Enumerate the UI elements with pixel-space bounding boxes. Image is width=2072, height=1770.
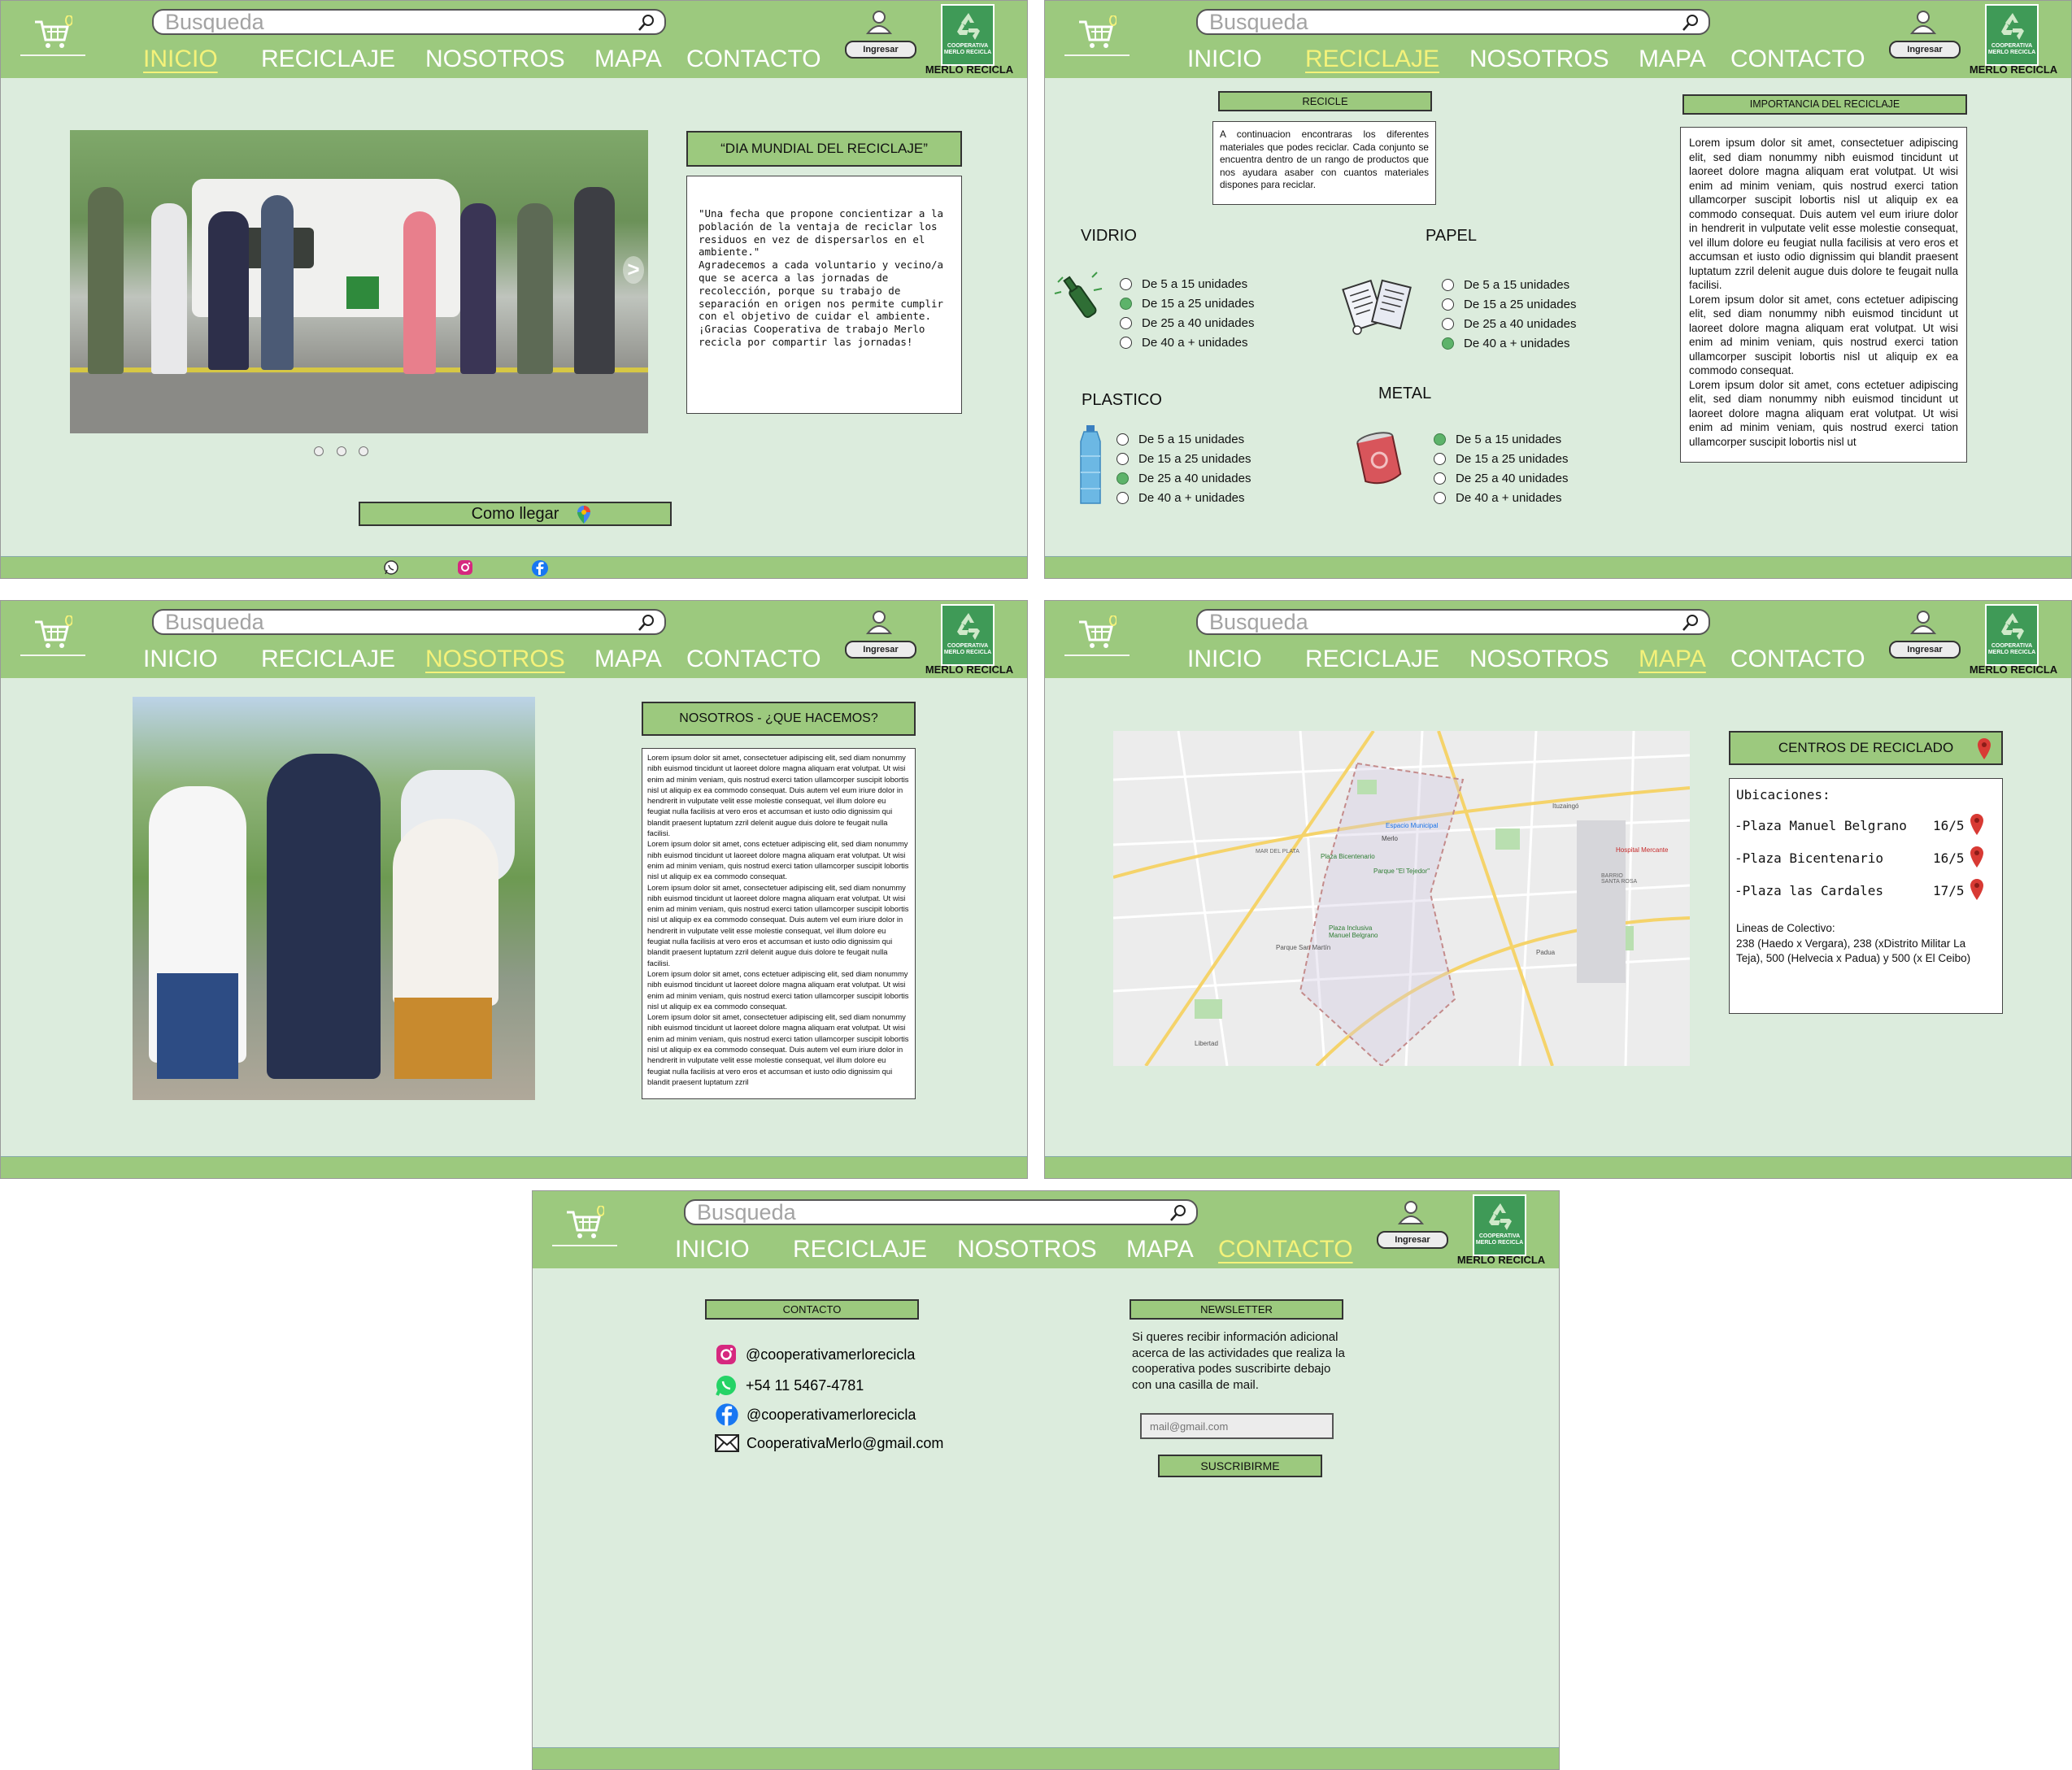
quantity-option[interactable]	[1442, 336, 1570, 350]
importance-text: Lorem ipsum dolor sit amet, consectetuer adipiscing elit, sed diam nonummy nibh euismod tincidunt ut laoreet dolore magna aliquam erat volutpat. Ut wisi enim ad minim veniam, quis nostrud exerci tation ullamcorper suscipit lobortis nisl ut aliquip ex ea commodo consequat. Duis autem vel eum iriure dolor in hendrerit in vulputate velit esse molestie consequat, vel illum dolore eu feugiat nulla facilisis at vero eros et accumsan et iusto odio dignissim qui blandit praesent luptatum zzril delenit augue duis dolore te feugait nulla facilisi. Lorem ipsum dolor sit amet, cons ectetuer adipiscing elit, sed diam nonummy nibh euismod tincidunt ut laoreet dolore magna aliquam erat volutpat. Ut wisi enim ad minim veniam, quis nostrud exerci tation ullamcorper suscipit lobortis nisl ut aliquip ex ea commodo consequat. Lorem ipsum dolor sit amet, cons ectetuer adipiscing elit, sed diam nonummy nibh euismod tincidunt ut laoreet dolore magna aliquam erat volutpat. Ut wisi enim ad minim veniam, quis nostrud exerci tation ullamcorper suscipit lobortis nisl ut	[1680, 127, 1967, 463]
site-header	[1, 1, 1027, 78]
recycle-logo[interactable]	[1985, 604, 2039, 666]
option-label: De 15 a 25 unidades	[1464, 297, 1577, 311]
radio-selected[interactable]	[1117, 472, 1129, 485]
quantity-option[interactable]	[1442, 277, 1569, 292]
brand-name: MERLO RECICLA	[1969, 63, 2058, 76]
option-label: De 15 a 25 unidades	[1142, 296, 1255, 311]
glass-bottle-icon	[1053, 269, 1103, 324]
person-figure	[460, 203, 496, 374]
importance-title: IMPORTANCIA DEL RECICLAJE	[1682, 94, 1967, 115]
radio-unselected[interactable]	[1442, 279, 1454, 291]
recicle-title: RECICLE	[1218, 91, 1432, 111]
location-name[interactable]: -Plaza Bicentenario	[1735, 850, 1884, 866]
nav-contacto[interactable]: CONTACTO	[1218, 1236, 1353, 1263]
login-button[interactable]: Ingresar	[1889, 641, 1961, 659]
option-label: De 40 a + unidades	[1456, 490, 1562, 505]
nav-mapa[interactable]: MAPA	[1639, 46, 1706, 72]
category-vidrio: VIDRIO	[1081, 227, 1137, 245]
map-label: BARRIO SANTA ROSA	[1601, 873, 1638, 885]
cart-divider	[20, 54, 85, 56]
cart-divider	[1064, 54, 1130, 56]
map-view[interactable]	[1113, 731, 1690, 1066]
quantity-option[interactable]	[1117, 432, 1244, 446]
nav-contacto[interactable]: CONTACTO	[1730, 646, 1865, 672]
recycle-logo[interactable]	[1985, 4, 2039, 66]
recicle-text: A continuacion encontraras los diferentes materiales que podes reciclar. Cada conjunto se encuentra dentro de un rango de productos que nos ayudara asaber con cuantos materiales dispones para reciclar.	[1212, 121, 1436, 205]
radio-selected[interactable]	[1442, 337, 1454, 350]
cart-divider	[1064, 655, 1130, 656]
login-button[interactable]: Ingresar	[845, 641, 916, 659]
recycle-icon	[1997, 611, 2028, 641]
instagram-icon[interactable]	[715, 1343, 738, 1366]
radio-unselected[interactable]	[1117, 433, 1129, 446]
radio-unselected[interactable]	[1120, 278, 1132, 290]
instagram-icon[interactable]	[457, 559, 473, 576]
radio-unselected[interactable]	[1120, 317, 1132, 329]
carousel-next-button[interactable]: >	[623, 256, 644, 284]
recycle-icon	[953, 611, 984, 641]
logo-text: COOPERATIVA MERLO RECICLA	[1987, 43, 2036, 55]
search-input[interactable]	[165, 11, 620, 33]
person-figure	[394, 998, 492, 1079]
logo-text: COOPERATIVA MERLO RECICLA	[943, 643, 992, 655]
option-label: De 5 a 15 unidades	[1456, 432, 1562, 446]
person-figure	[393, 819, 498, 1006]
carousel-dot[interactable]	[314, 446, 324, 456]
nav-inicio[interactable]: INICIO	[143, 46, 218, 72]
nosotros-text: Lorem ipsum dolor sit amet, consectetuer adipiscing elit, sed diam nonummy nibh euismod tincidunt ut laoreet dolore magna aliquam erat volutpat. Ut wisi enim ad minim veniam, quis nostrud exerci tation ullamcorper suscipit lobortis nisl ut aliquip ex ea commodo consequat. Duis autem vel eum iriure dolor in hendrerit in vulputate velit esse molestie consequat, vel illum dolore eu feugiat nulla facilisis at vero eros et accumsan et iusto odio dignissim qui blandit praesent luptatum zzril delenit augue duis dolore te feugait nulla facilisi. Lorem ipsum dolor sit amet, cons ectetuer adipiscing elit, sed diam nonummy nibh euismod tincidunt ut laoreet dolore magna aliquam erat volutpat. Ut wisi enim ad minim veniam, quis nostrud exerci tation ullamcorper suscipit lobortis nisl ut aliquip ex ea commodo consequat. Lorem ipsum dolor sit amet, consectetuer adipiscing elit, sed diam nonummy nibh euismod tincidunt ut laoreet dolore magna aliquam erat volutpat. Ut wisi enim ad minim veniam, quis nostrud exerci tation ullamcorper suscipit lobortis nisl ut aliquip ex ea commodo consequat. Duis autem vel eum iriure dolor in hendrerit in vulputate velit esse molestie consequat, vel illum dolore eu feugiat nulla facilisis at vero eros et accumsan et iusto odio dignissim qui blandit praesent luptatum zzril delenit augue duis dolore te feugait nulla facilisi. Lorem ipsum dolor sit amet, cons ectetuer adipiscing elit, sed diam nonummy nibh euismod tincidunt ut laoreet dolore magna aliquam erat volutpat. Ut wisi enim ad minim veniam, quis nostrud exerci tation ullamcorper suscipit lobortis nisl ut aliquip ex ea commodo consequat. Lorem ipsum dolor sit amet, consectetuer adipiscing elit, sed diam nonummy nibh euismod tincidunt ut laoreet dolore magna aliquam erat volutpat. Ut wisi enim ad minim veniam, quis nostrud exerci tation ullamcorper suscipit lobortis nisl ut aliquip ex ea commodo consequat. Duis autem vel eum iriure dolor in hendrerit in vulputate velit esse molestie consequat, vel illum dolore eu feugiat nulla facilisis at vero eros et accumsan et iusto odio dignissim qui blandit praesent luptatum zzril	[642, 748, 916, 1099]
person-figure	[208, 211, 249, 370]
shopping-cart-icon[interactable]	[565, 1206, 604, 1242]
whatsapp-icon[interactable]	[383, 559, 399, 576]
quantity-option[interactable]	[1434, 490, 1562, 505]
logo-text: COOPERATIVA MERLO RECICLA	[943, 43, 992, 55]
person-figure	[151, 203, 187, 374]
map-label: Merlo	[1382, 835, 1399, 842]
search-bar[interactable]	[1196, 9, 1710, 35]
plastic-bottle-icon	[1074, 424, 1107, 507]
login-button[interactable]: Ingresar	[1889, 41, 1961, 59]
nosotros-title: NOSOTROS - ¿QUE HACEMOS?	[642, 702, 916, 736]
nav-nosotros[interactable]: NOSOTROS	[425, 646, 565, 672]
brand-name: MERLO RECICLA	[1969, 663, 2058, 676]
quantity-option[interactable]	[1117, 490, 1245, 505]
newsletter-title: NEWSLETTER	[1130, 1299, 1343, 1320]
search-input[interactable]	[1209, 11, 1665, 33]
radio-unselected[interactable]	[1117, 453, 1129, 465]
nav-nosotros[interactable]: NOSOTROS	[1469, 46, 1609, 72]
recycle-icon	[1485, 1201, 1516, 1232]
recycle-logo[interactable]	[1473, 1194, 1526, 1256]
location-name[interactable]: -Plaza Manuel Belgrano	[1735, 818, 1907, 833]
map-label: Ituzaingó	[1552, 802, 1579, 810]
map-pin-icon[interactable]	[1970, 813, 1984, 836]
carousel-dot[interactable]	[337, 446, 346, 456]
search-bar[interactable]	[684, 1199, 1198, 1225]
recycle-icon	[1997, 11, 2028, 41]
recycling-centers-label: CENTROS DE RECICLADO	[1778, 740, 1954, 755]
footer	[1045, 556, 2071, 578]
site-header	[1045, 1, 2071, 78]
search-bar[interactable]	[152, 609, 666, 635]
whatsapp-icon[interactable]	[715, 1374, 738, 1397]
radio-unselected[interactable]	[1442, 318, 1454, 330]
quantity-option[interactable]	[1120, 296, 1254, 311]
quantity-option[interactable]	[1120, 276, 1247, 291]
option-label: De 40 a + unidades	[1138, 490, 1245, 505]
map-pin-icon[interactable]	[1970, 878, 1984, 901]
contact-email[interactable]: CooperativaMerlo@gmail.com	[747, 1434, 944, 1451]
contact-phone[interactable]: +54 11 5467-4781	[746, 1376, 864, 1394]
option-label: De 25 a 40 unidades	[1464, 316, 1577, 331]
footer	[1, 556, 1027, 578]
logo-text: COOPERATIVA MERLO RECICLA	[1987, 643, 2036, 655]
subscribe-button[interactable]: SUSCRIBIRME	[1158, 1455, 1322, 1477]
search-bar[interactable]	[1196, 609, 1710, 635]
map-pin-icon[interactable]	[1970, 846, 1984, 868]
person-figure	[261, 195, 294, 370]
bus-label: Lineas de Colectivo:	[1736, 922, 1835, 934]
option-label: De 5 a 15 unidades	[1138, 432, 1245, 446]
nav-inicio[interactable]: INICIO	[675, 1236, 750, 1263]
quantity-option[interactable]	[1120, 315, 1254, 330]
map-label: Parque "El Tejedor"	[1373, 868, 1430, 875]
option-label: De 15 a 25 unidades	[1138, 451, 1251, 466]
nav-nosotros[interactable]: NOSOTROS	[1469, 646, 1609, 672]
recycle-icon	[953, 11, 984, 41]
contact-title: CONTACTO	[705, 1299, 919, 1320]
radio-unselected[interactable]	[1442, 298, 1454, 311]
radio-unselected[interactable]	[1120, 337, 1132, 349]
directions-label: Como llegar	[471, 505, 559, 523]
quantity-option[interactable]	[1442, 297, 1576, 311]
nav-contacto[interactable]: CONTACTO	[686, 46, 821, 72]
search-input[interactable]	[165, 611, 620, 633]
nav-nosotros[interactable]: NOSOTROS	[425, 46, 565, 72]
footer	[533, 1747, 1559, 1769]
cart-divider	[20, 655, 85, 656]
map-label: Plaza Inclusiva Manuel Belgrano	[1329, 924, 1378, 939]
option-label: De 40 a + unidades	[1142, 335, 1248, 350]
nav-inicio[interactable]: INICIO	[1187, 46, 1262, 72]
map-label: Libertad	[1195, 1040, 1218, 1047]
person-figure	[157, 973, 238, 1079]
card-title: “DIA MUNDIAL DEL RECICLAJE”	[686, 131, 962, 167]
brand-name: MERLO RECICLA	[925, 63, 1014, 76]
page-nosotros	[0, 600, 1028, 1179]
quantity-option[interactable]	[1117, 471, 1251, 485]
sidewalk	[70, 374, 648, 433]
email-input[interactable]	[1140, 1413, 1334, 1439]
map-pin-icon	[577, 505, 591, 524]
nav-mapa[interactable]: MAPA	[594, 46, 662, 72]
option-label: De 5 a 15 unidades	[1142, 276, 1248, 291]
quantity-option[interactable]	[1120, 335, 1248, 350]
nav-contacto[interactable]: CONTACTO	[686, 646, 821, 672]
locations-box	[1729, 778, 2003, 1014]
nav-reciclaje[interactable]: RECICLAJE	[261, 46, 396, 72]
category-metal: METAL	[1378, 385, 1432, 402]
location-name[interactable]: -Plaza las Cardales	[1735, 883, 1884, 898]
brand-name: MERLO RECICLA	[925, 663, 1014, 676]
nav-reciclaje[interactable]: RECICLAJE	[261, 646, 396, 672]
option-label: De 25 a 40 unidades	[1138, 471, 1251, 485]
category-plastico: PLASTICO	[1082, 391, 1162, 409]
van-logo	[346, 276, 379, 309]
shopping-cart-icon[interactable]	[1077, 15, 1117, 51]
nav-inicio[interactable]: INICIO	[1187, 646, 1262, 672]
page-reciclaje	[1044, 0, 2072, 579]
shopping-cart-icon[interactable]	[1077, 615, 1117, 651]
option-label: De 40 a + unidades	[1464, 336, 1570, 350]
recycling-centers-title	[1729, 731, 2003, 765]
map-label: Padua	[1536, 949, 1556, 956]
map-pin-icon	[1977, 737, 1991, 760]
map-label: Hospital Mercante	[1616, 846, 1669, 854]
radio-unselected[interactable]	[1117, 492, 1129, 504]
magnifier-icon[interactable]	[637, 13, 656, 33]
bus-text: 238 (Haedo x Vergara), 238 (xDistrito Militar La Teja), 500 (Helvecia x Padua) y 500 (x El Ceibo)	[1736, 937, 1971, 964]
nav-reciclaje[interactable]: RECICLAJE	[793, 1236, 928, 1263]
nav-contacto[interactable]: CONTACTO	[1730, 46, 1865, 72]
page-inicio	[0, 0, 1028, 579]
shopping-cart-icon[interactable]	[33, 15, 72, 51]
quantity-option[interactable]	[1434, 432, 1561, 446]
option-label: De 25 a 40 unidades	[1456, 471, 1569, 485]
login-button[interactable]: Ingresar	[1377, 1231, 1448, 1249]
user-icon[interactable]	[1395, 1199, 1427, 1225]
metal-can-icon	[1354, 428, 1404, 491]
search-input[interactable]	[697, 1202, 1152, 1223]
person-figure	[403, 211, 436, 374]
category-papel: PAPEL	[1426, 227, 1477, 245]
paper-documents-icon	[1341, 272, 1414, 337]
map-label: Espacio Municipal	[1386, 822, 1439, 829]
login-button[interactable]: Ingresar	[845, 41, 916, 59]
user-icon[interactable]	[863, 9, 895, 35]
nav-inicio[interactable]: INICIO	[143, 646, 218, 672]
card-text: "Una fecha que propone concientizar a la población de la ventaja de reciclar los residuos en vez de dispersarlos en el ambiente." Agradecemos a cada voluntario y vecino/a que se acerca a las jornadas de recolección, porque su trabajo de separación en origen nos permite cumplir con el objetivo de cuidar el ambiente. ¡Gracias Cooperativa de trabajo Merlo recicla por compartir las jornadas!	[686, 176, 962, 414]
nav-mapa[interactable]: MAPA	[1126, 1236, 1194, 1263]
nav-mapa[interactable]: MAPA	[594, 646, 662, 672]
map-roads	[1113, 731, 1690, 1066]
magnifier-icon[interactable]	[1169, 1203, 1188, 1223]
site-header	[1, 601, 1027, 678]
magnifier-icon[interactable]	[1681, 13, 1700, 33]
newsletter-text: Si queres recibir información adicional acerca de las actividades que realiza la cooperativa podes suscribirte debajo con una casilla de mail.	[1132, 1330, 1345, 1392]
facebook-icon[interactable]	[715, 1403, 739, 1427]
nav-reciclaje[interactable]: RECICLAJE	[1305, 46, 1440, 72]
nav-nosotros[interactable]: NOSOTROS	[957, 1236, 1097, 1263]
contact-instagram[interactable]: @cooperativamerlorecicla	[746, 1346, 916, 1363]
mail-icon[interactable]	[715, 1434, 739, 1452]
recycle-logo[interactable]	[941, 604, 995, 666]
contact-facebook[interactable]: @cooperativamerlorecicla	[747, 1406, 916, 1423]
nav-reciclaje[interactable]: RECICLAJE	[1305, 646, 1440, 672]
radio-unselected[interactable]	[1434, 492, 1446, 504]
cart-divider	[552, 1245, 617, 1246]
radio-selected[interactable]	[1434, 433, 1446, 446]
quantity-option[interactable]	[1117, 451, 1251, 466]
page-mapa	[1044, 600, 2072, 1179]
directions-button[interactable]	[359, 502, 672, 526]
user-icon[interactable]	[1907, 9, 1939, 35]
quantity-option[interactable]	[1434, 451, 1568, 466]
shopping-cart-icon[interactable]	[33, 615, 72, 651]
carousel-image[interactable]	[70, 130, 648, 433]
recycle-logo[interactable]	[941, 4, 995, 66]
person-figure	[267, 754, 381, 1079]
page-contacto	[532, 1190, 1560, 1770]
option-label: De 15 a 25 unidades	[1456, 451, 1569, 466]
magnifier-icon[interactable]	[637, 613, 656, 633]
facebook-icon[interactable]	[531, 559, 549, 577]
option-label: De 25 a 40 unidades	[1142, 315, 1255, 330]
footer	[1, 1156, 1027, 1178]
location-date: 16/5	[1933, 818, 1965, 833]
user-icon[interactable]	[1907, 609, 1939, 635]
carousel-dot[interactable]	[359, 446, 368, 456]
option-label: De 5 a 15 unidades	[1464, 277, 1570, 292]
person-figure	[574, 187, 615, 374]
map-label: Parque San Martín	[1276, 944, 1331, 951]
search-input[interactable]	[1209, 611, 1665, 633]
radio-unselected[interactable]	[1434, 453, 1446, 465]
user-icon[interactable]	[863, 609, 895, 635]
radio-selected[interactable]	[1120, 298, 1132, 310]
map-label: Plaza Bicentenario	[1321, 853, 1375, 860]
site-header	[533, 1191, 1559, 1268]
footer	[1045, 1156, 2071, 1178]
brand-name: MERLO RECICLA	[1456, 1254, 1546, 1266]
quantity-option[interactable]	[1434, 471, 1568, 485]
person-figure	[517, 203, 553, 374]
logo-text: COOPERATIVA MERLO RECICLA	[1475, 1233, 1524, 1246]
radio-unselected[interactable]	[1434, 472, 1446, 485]
magnifier-icon[interactable]	[1681, 613, 1700, 633]
quantity-option[interactable]	[1442, 316, 1576, 331]
team-photo	[133, 697, 535, 1100]
search-bar[interactable]	[152, 9, 666, 35]
map-label: MAR DEL PLATA	[1256, 849, 1299, 855]
ubicaciones-label: Ubicaciones:	[1736, 787, 1830, 802]
location-date: 16/5	[1933, 850, 1965, 866]
nav-mapa[interactable]: MAPA	[1639, 646, 1706, 672]
location-date: 17/5	[1933, 883, 1965, 898]
person-figure	[88, 187, 124, 374]
site-header	[1045, 601, 2071, 678]
